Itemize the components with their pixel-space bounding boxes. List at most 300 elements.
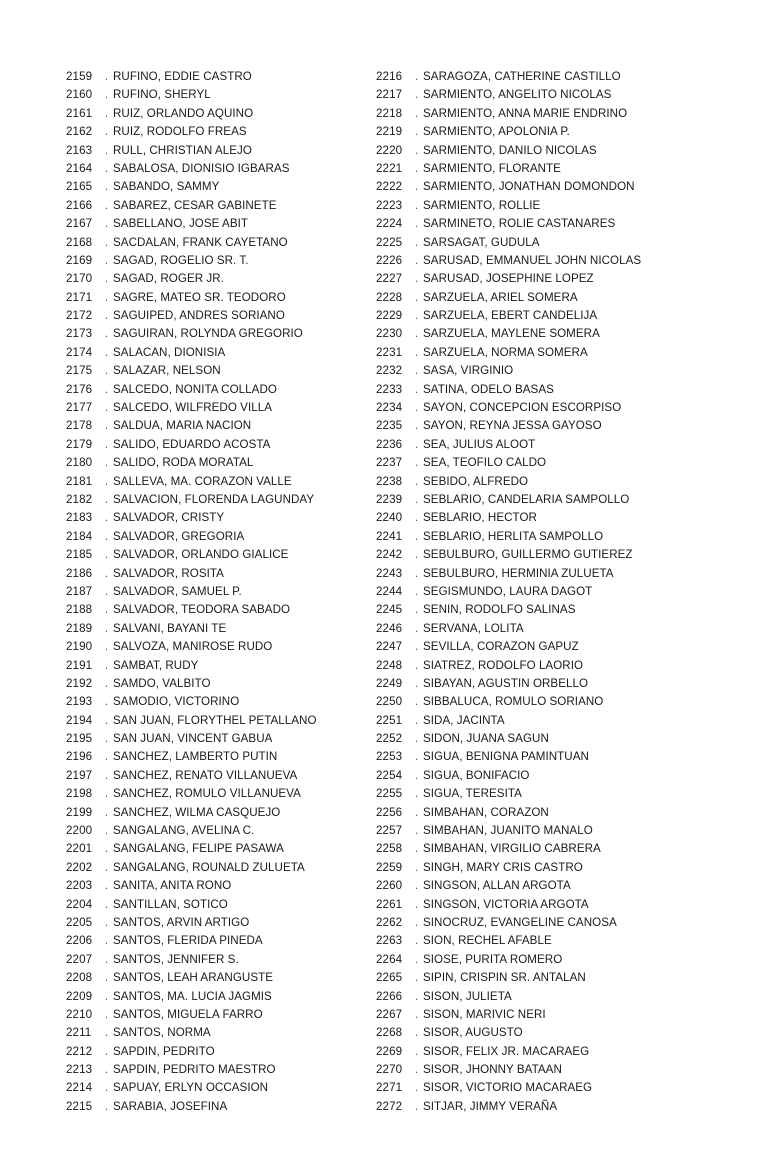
roster-entry	[376, 160, 736, 178]
entry-number: 2166	[66, 198, 93, 212]
roster-entry	[376, 565, 736, 583]
roster-entry	[376, 638, 736, 656]
entry-name: SINGSON, VICTORIA ARGOTA	[423, 897, 589, 911]
roster-entry	[66, 1024, 376, 1042]
entry-number: 2257	[376, 824, 403, 838]
entry-name: SALCEDO, NONITA COLLADO	[113, 382, 277, 396]
entry-number: 2180	[66, 456, 93, 470]
entry-name: SAGUIRAN, ROLYNDA GREGORIO	[113, 327, 303, 341]
entry-number: 2224	[376, 217, 403, 231]
entry-number: 2184	[66, 529, 93, 543]
entry-separator: .	[414, 713, 419, 727]
roster-entry	[66, 215, 376, 233]
roster-entry	[66, 417, 376, 435]
roster-entry	[376, 785, 736, 803]
entry-separator: .	[414, 934, 419, 948]
entry-number: 2191	[66, 658, 93, 672]
roster-column-right	[376, 68, 736, 1116]
entry-separator: .	[414, 217, 419, 231]
entry-number: 2183	[66, 511, 93, 525]
entry-number: 2233	[376, 382, 403, 396]
roster-entry	[376, 86, 736, 104]
roster-entry	[66, 914, 376, 932]
entry-name: SANCHEZ, ROMULO VILLANUEVA	[113, 787, 301, 801]
entry-name: SARZUELA, EBERT CANDELIJA	[423, 309, 598, 323]
entry-separator: .	[104, 1044, 109, 1058]
entry-separator: .	[104, 364, 109, 378]
entry-separator: .	[414, 382, 419, 396]
entry-separator: .	[414, 253, 419, 267]
entry-separator: .	[104, 106, 109, 120]
roster-entry	[66, 362, 376, 380]
roster-entry	[376, 381, 736, 399]
entry-name: SANTILLAN, SOTICO	[113, 897, 228, 911]
entry-separator: .	[414, 787, 419, 801]
entry-separator: .	[414, 419, 419, 433]
roster-entry	[66, 1061, 376, 1079]
entry-name: SAMDO, VALBITO	[113, 676, 211, 690]
roster-entry	[376, 730, 736, 748]
entry-number: 2209	[66, 989, 93, 1003]
entry-number: 2223	[376, 198, 403, 212]
entry-separator: .	[414, 161, 419, 175]
entry-separator: .	[414, 566, 419, 580]
entry-name: SANTOS, MIGUELA FARRO	[113, 1007, 263, 1021]
entry-number: 2162	[66, 125, 93, 139]
entry-separator: .	[104, 474, 109, 488]
roster-entry	[66, 657, 376, 675]
roster-entry	[376, 325, 736, 343]
entry-name: SASA, VIRGINIO	[423, 364, 514, 378]
roster-entry	[376, 675, 736, 693]
entry-number: 2228	[376, 290, 403, 304]
roster-entry	[66, 86, 376, 104]
roster-entry	[66, 252, 376, 270]
roster-entry	[66, 325, 376, 343]
entry-separator: .	[104, 382, 109, 396]
entry-separator: .	[414, 548, 419, 562]
entry-number: 2268	[376, 1026, 403, 1040]
entry-number: 2210	[66, 1007, 93, 1021]
entry-number: 2234	[376, 401, 403, 415]
entry-number: 2163	[66, 143, 93, 157]
entry-name: SIDA, JACINTA	[423, 713, 505, 727]
entry-separator: .	[104, 437, 109, 451]
entry-number: 2203	[66, 879, 93, 893]
entry-name: SANGALANG, FELIPE PASAWA	[113, 842, 284, 856]
entry-name: SAMBAT, RUDY	[113, 658, 199, 672]
entry-name: SITJAR, JIMMY VERAÑA	[423, 1099, 558, 1113]
entry-separator: .	[414, 492, 419, 506]
entry-name: SAN JUAN, FLORYTHEL PETALLANO	[113, 713, 317, 727]
entry-separator: .	[104, 676, 109, 690]
entry-separator: .	[104, 143, 109, 157]
entry-separator: .	[104, 492, 109, 506]
entry-name: SARABIA, JOSEFINA	[113, 1099, 228, 1113]
entry-number: 2240	[376, 511, 403, 525]
roster-entry	[376, 215, 736, 233]
roster-entry	[376, 105, 736, 123]
entry-number: 2219	[376, 125, 403, 139]
roster-entry	[66, 105, 376, 123]
entry-name: SEBIDO, ALFREDO	[423, 474, 529, 488]
entry-name: SISON, MARIVIC NERI	[423, 1007, 546, 1021]
entry-separator: .	[414, 1063, 419, 1077]
entry-name: SEA, TEOFILO CALDO	[423, 456, 547, 470]
entry-name: SINOCRUZ, EVANGELINE CANOSA	[423, 915, 617, 929]
entry-separator: .	[104, 345, 109, 359]
roster-entry	[66, 289, 376, 307]
entry-number: 2160	[66, 88, 93, 102]
entry-number: 2213	[66, 1063, 93, 1077]
entry-separator: .	[104, 897, 109, 911]
roster-entry	[376, 804, 736, 822]
entry-separator: .	[104, 161, 109, 175]
entry-name: SANTOS, NORMA	[113, 1026, 211, 1040]
roster-entry	[66, 748, 376, 766]
entry-number: 2201	[66, 842, 93, 856]
entry-number: 2215	[66, 1099, 93, 1113]
entry-number: 2244	[376, 584, 403, 598]
entry-separator: .	[414, 695, 419, 709]
entry-separator: .	[104, 309, 109, 323]
entry-separator: .	[414, 1044, 419, 1058]
entry-name: SARZUELA, MAYLENE SOMERA	[423, 327, 600, 341]
entry-separator: .	[414, 456, 419, 470]
entry-name: SAGAD, ROGELIO SR. T.	[113, 253, 249, 267]
roster-entry	[66, 804, 376, 822]
entry-separator: .	[104, 584, 109, 598]
entry-separator: .	[414, 309, 419, 323]
roster-entry	[66, 1043, 376, 1061]
entry-number: 2174	[66, 345, 93, 359]
entry-number: 2222	[376, 180, 403, 194]
entry-number: 2236	[376, 437, 403, 451]
entry-name: SIMBAHAN, VIRGILIO CABRERA	[423, 842, 601, 856]
roster-entry	[376, 914, 736, 932]
entry-name: SANTOS, FLERIDA PINEDA	[113, 934, 263, 948]
entry-name: SACDALAN, FRANK CAYETANO	[113, 235, 288, 249]
entry-separator: .	[414, 860, 419, 874]
entry-number: 2217	[376, 88, 403, 102]
roster-entry	[66, 877, 376, 895]
entry-number: 2245	[376, 603, 403, 617]
entry-name: SABELLANO, JOSE ABIT	[113, 217, 249, 231]
entry-name: SALVADOR, GREGORIA	[113, 529, 245, 543]
entry-number: 2259	[376, 860, 403, 874]
entry-number: 2182	[66, 492, 93, 506]
entry-number: 2266	[376, 989, 403, 1003]
roster-entry	[376, 767, 736, 785]
roster-entry	[376, 951, 736, 969]
roster-entry	[376, 491, 736, 509]
entry-separator: .	[104, 125, 109, 139]
entry-name: SIGUA, TERESITA	[423, 787, 522, 801]
entry-number: 2164	[66, 161, 93, 175]
roster-list	[0, 68, 768, 1116]
entry-separator: .	[414, 1026, 419, 1040]
entry-separator: .	[104, 401, 109, 415]
entry-separator: .	[104, 1007, 109, 1021]
entry-name: SANGALANG, AVELINA C.	[113, 824, 255, 838]
entry-number: 2175	[66, 364, 93, 378]
roster-entry	[376, 1006, 736, 1024]
entry-number: 2202	[66, 860, 93, 874]
entry-separator: .	[104, 603, 109, 617]
entry-name: SAGAD, ROGER JR.	[113, 272, 224, 286]
entry-separator: .	[104, 768, 109, 782]
entry-separator: .	[414, 768, 419, 782]
entry-number: 2181	[66, 474, 93, 488]
entry-separator: .	[104, 217, 109, 231]
entry-name: SAGUIPED, ANDRES SORIANO	[113, 309, 285, 323]
entry-separator: .	[414, 1007, 419, 1021]
entry-name: SALDUA, MARIA NACION	[113, 419, 252, 433]
roster-entry	[376, 657, 736, 675]
entry-separator: .	[104, 548, 109, 562]
entry-number: 2227	[376, 272, 403, 286]
entry-separator: .	[414, 180, 419, 194]
roster-column-left	[66, 68, 376, 1116]
entry-number: 2252	[376, 732, 403, 746]
entry-name: SANGALANG, ROUNALD ZULUETA	[113, 860, 305, 874]
entry-name: SAPDIN, PEDRITO MAESTRO	[113, 1063, 276, 1077]
entry-separator: .	[414, 621, 419, 635]
entry-separator: .	[104, 1063, 109, 1077]
entry-name: SEBLARIO, HECTOR	[423, 511, 537, 525]
entry-separator: .	[104, 253, 109, 267]
entry-name: SAYON, REYNA JESSA GAYOSO	[423, 419, 602, 433]
entry-number: 2271	[376, 1081, 403, 1095]
roster-entry	[376, 969, 736, 987]
entry-separator: .	[104, 952, 109, 966]
entry-name: SABALOSA, DIONISIO IGBARAS	[113, 161, 290, 175]
entry-number: 2212	[66, 1044, 93, 1058]
entry-number: 2161	[66, 106, 93, 120]
entry-name: SAYON, CONCEPCION ESCORPISO	[423, 401, 622, 415]
entry-separator: .	[414, 437, 419, 451]
entry-name: SIOSE, PURITA ROMERO	[423, 952, 563, 966]
entry-name: SALACAN, DIONISIA	[113, 345, 226, 359]
entry-number: 2221	[376, 161, 403, 175]
entry-separator: .	[414, 658, 419, 672]
entry-number: 2170	[66, 272, 93, 286]
entry-separator: .	[414, 143, 419, 157]
entry-name: SIBAYAN, AGUSTIN ORBELLO	[423, 676, 589, 690]
entry-name: SALIDO, RODA MORATAL	[113, 456, 254, 470]
entry-number: 2169	[66, 253, 93, 267]
entry-separator: .	[104, 1081, 109, 1095]
entry-name: SARMIENTO, DANILO NICOLAS	[423, 143, 597, 157]
entry-separator: .	[104, 88, 109, 102]
entry-name: SARMIENTO, FLORANTE	[423, 161, 561, 175]
entry-name: SEBLARIO, HERLITA SAMPOLLO	[423, 529, 604, 543]
entry-name: SAMODIO, VICTORINO	[113, 695, 240, 709]
entry-name: SARMIENTO, JONATHAN DOMONDON	[423, 180, 635, 194]
entry-separator: .	[104, 713, 109, 727]
entry-name: SAGRE, MATEO SR. TEODORO	[113, 290, 286, 304]
entry-name: SANCHEZ, RENATO VILLANUEVA	[113, 768, 298, 782]
roster-entry	[66, 68, 376, 86]
roster-entry	[376, 583, 736, 601]
entry-name: SALVOZA, MANIROSE RUDO	[113, 640, 273, 654]
entry-name: SALVANI, BAYANI TE	[113, 621, 227, 635]
entry-number: 2255	[376, 787, 403, 801]
entry-number: 2248	[376, 658, 403, 672]
entry-number: 2230	[376, 327, 403, 341]
entry-name: SARMINETO, ROLIE CASTANARES	[423, 217, 616, 231]
entry-number: 2186	[66, 566, 93, 580]
roster-entry	[376, 601, 736, 619]
entry-name: SINGSON, ALLAN ARGOTA	[423, 879, 571, 893]
roster-entry	[66, 693, 376, 711]
roster-entry	[66, 473, 376, 491]
entry-number: 2253	[376, 750, 403, 764]
entry-name: SISOR, FELIX JR. MACARAEG	[423, 1044, 590, 1058]
entry-number: 2262	[376, 915, 403, 929]
roster-entry	[66, 123, 376, 141]
entry-separator: .	[414, 603, 419, 617]
roster-entry	[376, 252, 736, 270]
entry-name: SANITA, ANITA RONO	[113, 879, 232, 893]
entry-number: 2192	[66, 676, 93, 690]
entry-name: SALAZAR, NELSON	[113, 364, 221, 378]
entry-separator: .	[414, 364, 419, 378]
entry-number: 2238	[376, 474, 403, 488]
roster-entry	[66, 399, 376, 417]
entry-number: 2231	[376, 345, 403, 359]
roster-entry	[376, 234, 736, 252]
entry-separator: .	[104, 198, 109, 212]
roster-entry	[376, 68, 736, 86]
roster-entry	[376, 178, 736, 196]
entry-number: 2241	[376, 529, 403, 543]
entry-name: SERVANA, LOLITA	[423, 621, 524, 635]
entry-number: 2237	[376, 456, 403, 470]
roster-entry	[376, 822, 736, 840]
entry-separator: .	[104, 989, 109, 1003]
entry-name: SEBLARIO, CANDELARIA SAMPOLLO	[423, 492, 630, 506]
entry-separator: .	[414, 915, 419, 929]
entry-separator: .	[104, 621, 109, 635]
roster-entry	[376, 932, 736, 950]
entry-name: SEBULBURO, HERMINIA ZULUETA	[423, 566, 614, 580]
entry-number: 2247	[376, 640, 403, 654]
entry-name: SEBULBURO, GUILLERMO GUTIEREZ	[423, 548, 633, 562]
entry-separator: .	[414, 879, 419, 893]
entry-number: 2195	[66, 732, 93, 746]
entry-separator: .	[104, 879, 109, 893]
entry-separator: .	[104, 290, 109, 304]
entry-name: SIGUA, BENIGNA PAMINTUAN	[423, 750, 589, 764]
entry-number: 2235	[376, 419, 403, 433]
entry-number: 2254	[376, 768, 403, 782]
entry-separator: .	[414, 511, 419, 525]
entry-separator: .	[414, 70, 419, 83]
entry-name: SION, RECHEL AFABLE	[423, 934, 552, 948]
entry-number: 2172	[66, 309, 93, 323]
entry-number: 2176	[66, 382, 93, 396]
roster-entry	[66, 1079, 376, 1097]
roster-entry	[66, 675, 376, 693]
roster-entry	[376, 528, 736, 546]
entry-separator: .	[104, 842, 109, 856]
entry-number: 2207	[66, 952, 93, 966]
entry-separator: .	[414, 125, 419, 139]
entry-name: SALVADOR, CRISTY	[113, 511, 225, 525]
entry-number: 2270	[376, 1063, 403, 1077]
entry-number: 2220	[376, 143, 403, 157]
roster-entry	[376, 1061, 736, 1079]
entry-number: 2173	[66, 327, 93, 341]
roster-entry	[66, 509, 376, 527]
entry-name: RULL, CHRISTIAN ALEJO	[113, 143, 252, 157]
entry-separator: .	[414, 732, 419, 746]
entry-separator: .	[414, 529, 419, 543]
entry-number: 2269	[376, 1044, 403, 1058]
entry-number: 2198	[66, 787, 93, 801]
entry-separator: .	[414, 235, 419, 249]
roster-entry	[376, 142, 736, 160]
roster-entry	[66, 712, 376, 730]
entry-number: 2171	[66, 290, 93, 304]
entry-number: 2200	[66, 824, 93, 838]
entry-separator: .	[414, 327, 419, 341]
roster-entry	[66, 565, 376, 583]
entry-name: SAPDIN, PEDRITO	[113, 1044, 215, 1058]
roster-entry	[66, 1006, 376, 1024]
entry-name: SARUSAD, EMMANUEL JOHN NICOLAS	[423, 253, 642, 267]
roster-entry	[66, 840, 376, 858]
entry-number: 2264	[376, 952, 403, 966]
entry-separator: .	[414, 897, 419, 911]
roster-entry	[376, 270, 736, 288]
entry-separator: .	[414, 989, 419, 1003]
entry-name: SISOR, JHONNY BATAAN	[423, 1063, 562, 1077]
entry-separator: .	[104, 695, 109, 709]
roster-entry	[66, 730, 376, 748]
entry-separator: .	[104, 327, 109, 341]
entry-name: SARMIENTO, ANGELITO NICOLAS	[423, 88, 612, 102]
roster-entry	[66, 932, 376, 950]
entry-separator: .	[104, 787, 109, 801]
entry-number: 2256	[376, 805, 403, 819]
entry-name: SABANDO, SAMMY	[113, 180, 220, 194]
entry-number: 2193	[66, 695, 93, 709]
roster-entry	[66, 785, 376, 803]
entry-number: 2258	[376, 842, 403, 856]
roster-entry	[376, 840, 736, 858]
roster-entry	[66, 859, 376, 877]
entry-number: 2206	[66, 934, 93, 948]
entry-name: SANTOS, MA. LUCIA JAGMIS	[113, 989, 272, 1003]
entry-name: RUFINO, SHERYL	[113, 88, 211, 102]
entry-separator: .	[414, 584, 419, 598]
roster-entry	[66, 178, 376, 196]
roster-entry	[66, 546, 376, 564]
entry-number: 2159	[66, 70, 93, 83]
entry-separator: .	[104, 658, 109, 672]
entry-name: SISOR, AUGUSTO	[423, 1026, 523, 1040]
entry-name: SISOR, VICTORIO MACARAEG	[423, 1081, 593, 1095]
entry-separator: .	[414, 1081, 419, 1095]
entry-number: 2260	[376, 879, 403, 893]
roster-entry	[376, 1024, 736, 1042]
entry-number: 2251	[376, 713, 403, 727]
entry-number: 2208	[66, 971, 93, 985]
roster-entry	[66, 381, 376, 399]
entry-name: SARZUELA, NORMA SOMERA	[423, 345, 588, 359]
